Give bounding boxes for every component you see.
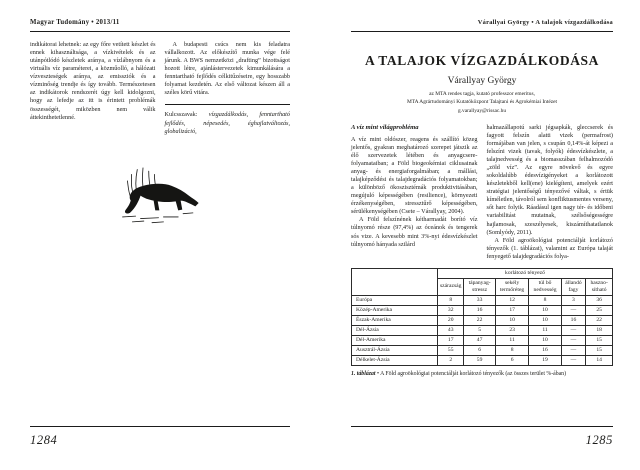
table-row (352, 295, 613, 305)
right-page-column-1 (351, 124, 478, 261)
page-number: 1284 (30, 433, 58, 447)
table-cell: 16 (561, 315, 586, 325)
table-region-cell: Ausztrál-Ázsia (352, 345, 438, 355)
table-cell: 10 (529, 315, 561, 325)
table-cell: — (561, 325, 586, 335)
table-span-header: korlátozó tényező (438, 268, 613, 278)
affiliation-line-1: az MTA rendes tagja, kutató professzor emeritus, (429, 91, 535, 97)
table-cell: 23 (495, 325, 529, 335)
keywords-list: vízgazdálkodás, fenntartható fejlődés, népesedés, éghajlatváltozás, globalizáció, (164, 111, 290, 135)
left-page-columns (30, 41, 290, 136)
table-cell: 16 (529, 345, 561, 355)
table-cell: 22 (586, 315, 613, 325)
left-page-column-2 (165, 41, 291, 136)
table-corner-cell (352, 268, 438, 295)
table-row (352, 355, 613, 365)
keywords-label: Kulcsszavak: (164, 111, 209, 119)
table-col-header: szárazság (438, 278, 464, 295)
table-cell: 6 (464, 345, 495, 355)
table-cell: 15 (586, 335, 613, 345)
affiliation-line-2: MTA Agrártudományi Kutatóközpont Talajtani és Agrokémiai Intézet (407, 99, 557, 106)
table-cell: 43 (438, 325, 464, 335)
body-paragraph: A budapesti csúcs nem kis feladatra vállalkozott. Az előkészítő munka vége felé járunk. A BWS nemzetközi „drafting” bizottságot hozott létre, ajánlástervezetek kimunkálására a fenntartható fejlődés célkitűzéseire, egy hosszabb folyamat kezdetén. Az első változat készen áll a széles körű vitára. (164, 41, 290, 97)
table-col-header: túl bő nedvesség (529, 278, 561, 295)
table-col-header: haszno-sítható (586, 278, 613, 295)
table-row (352, 345, 613, 355)
table-cell: 8 (495, 345, 529, 355)
body-paragraph: A Föld felszínének kétharmadát borító víz túlnyomó része (97,4%) az óceánok és tengerek sós vize. A kevesebb mint 3%-nyi édesvízkészlet túlnyomó hányada szilárd (351, 216, 478, 248)
table-row (352, 325, 613, 335)
table-cell: 11 (495, 335, 529, 345)
table-cell: 8 (438, 295, 464, 305)
body-paragraph: indikátorai lehetnek: az egy főre vetített készlet és ennek kihasználtsága, a vízkivételek és az utánpótlódó készletek aránya, a vízlábnyom és a virtuális víz paraméterei, a közműolló, a hálózati vízveszteségek aránya, az emissziók és a vízminőség trendje és így tovább. Természetesen az indikátorok rendszerét úgy kell kidolgozni, hogy az lefedje az itt is érintett problémák összességét, miközben nem válik áttekinthetetlenné. (30, 41, 156, 121)
table-cell: 11 (529, 325, 561, 335)
table-cell: 18 (586, 325, 613, 335)
page-right (351, 14, 613, 460)
body-paragraph: A Föld agroökológiai potenciálját korlátozó tényezők (1. táblázat), valamint az Európa talaját fenyegető talajdegradációs folya- (486, 236, 613, 260)
table-region-cell: Közép-Amerika (352, 305, 438, 315)
table-cell: 15 (586, 345, 613, 355)
table-cell: 6 (495, 355, 529, 365)
table-cell: 55 (438, 345, 464, 355)
table-cell: 10 (529, 335, 561, 345)
page-left (30, 14, 290, 460)
article-title: A TALAJOK VÍZGAZDÁLKODÁSA (364, 53, 600, 68)
table-cell: 32 (438, 305, 464, 315)
section-heading: A víz mint világprobléma (351, 123, 419, 131)
table-cell: 5 (464, 325, 495, 335)
author-email: g.varallyay@rissac.hu (457, 107, 507, 114)
journal-issue-title: Magyar Tudomány • 2013/11 (30, 19, 120, 26)
right-page-footer (351, 426, 613, 449)
table-row (352, 335, 613, 345)
table-cell: 36 (586, 295, 613, 305)
table-cell: — (561, 355, 586, 365)
right-page-column-2 (487, 124, 614, 261)
table-cell: 17 (438, 335, 464, 345)
left-page-footer (30, 426, 290, 449)
table-cell: 19 (529, 355, 561, 365)
table-col-header: tápanyag-stressz (464, 278, 495, 295)
table-caption-label: 1. táblázat (351, 370, 377, 377)
right-running-head (351, 19, 613, 32)
table-cell: — (561, 345, 586, 355)
table-cell: 10 (529, 305, 561, 315)
table-cell: 17 (495, 305, 529, 315)
author-affiliation (351, 90, 613, 107)
animal-engraving-icon (116, 166, 206, 227)
table-col-header: állandó fagy (561, 278, 586, 295)
table-cell: 10 (495, 315, 529, 325)
table-cell: 12 (495, 295, 529, 305)
keywords-paragraph (165, 111, 291, 135)
table-region-cell: Európa (352, 295, 438, 305)
limiting-factors-table (351, 268, 613, 366)
left-page-column-1 (30, 41, 156, 136)
table-caption (351, 371, 613, 377)
left-running-head (30, 19, 290, 32)
article-running-title: Várallyai György • A talajok vízgazdálkodása (477, 19, 613, 26)
table-cell: 14 (586, 355, 613, 365)
table-cell: 33 (464, 295, 495, 305)
table-region-cell: Dél-Ázsia (352, 325, 438, 335)
table-cell: 8 (529, 295, 561, 305)
table-cell: — (561, 305, 586, 315)
table-region-cell: Délkelet-Ázsia (352, 355, 438, 365)
table-cell: 2 (438, 355, 464, 365)
table-cell: 59 (464, 355, 495, 365)
table-cell: 47 (464, 335, 495, 345)
table-cell: — (561, 335, 586, 345)
table-caption-text: • A Föld agroökológiai potenciálját korlátozó tényezők (az összes terület %-ában) (376, 370, 567, 377)
table-cell: 25 (586, 305, 613, 315)
table-row (352, 315, 613, 325)
page-number: 1285 (585, 433, 613, 447)
body-paragraph: halmazállapotú sarki jégsapkák, gleccserek és fagyott felszín alatti vizek (permafrost) formájában van jelen, s csupán 0,14%-át képezi a felszíni vizek (tavak, folyók) édesvízkészlete, a talajnedvesség és a biomasszában felhalmozódó „zöld víz”. Az egyre növekvő és egyre sokoldalúbb édesvízigényeket a korlátozott készletekből kell(ene) kielégíteni, amelyek ezért stratégiai jelentőségű tényezővé váltak, s értük kíméletlen, távolról sem konfliktusmentes verseny, sőt harc folyik. Ráadásul igen nagy tér- és időbeni variabilitást mutatnak, szélsőségességre hajlamosak, szeszélyesek, kiszámíthatatlanok (Somlyódy, 2011). (486, 123, 613, 236)
article-title-block (351, 53, 613, 114)
table-col-header: sekély termőréteg (495, 278, 529, 295)
table-region-cell: Dél-Amerika (352, 335, 438, 345)
table-cell: 22 (464, 315, 495, 325)
right-page-columns (351, 124, 613, 261)
table-cell: 3 (561, 295, 586, 305)
table-row (352, 305, 613, 315)
author-name: Várallyay György (447, 76, 517, 86)
table-region-cell: Észak-Amerika (352, 315, 438, 325)
animal-engraving-illustration (116, 166, 206, 228)
table-cell: 16 (464, 305, 495, 315)
table-cell: 20 (438, 315, 464, 325)
body-paragraph: A víz mint oldószer, reagens és szállító közeg jelentős, gyakran meghatározó szerepet játszik az élő szervezetek létében és anyagcsere-folyamataiban; a Föld biogeokémiai ciklusainak anyag- és energiaforgalmában; a mállási, talajképződési és talajdegradációs folyamatokban; a különböző ökoszisztémák produktivitásában, megújuló képességében (resilience), környezeti érzékenységében, stressztűrő képességében, sérülékenységében (Csete – Várallyay, 2004). (351, 135, 478, 216)
keywords-divider (165, 104, 291, 105)
